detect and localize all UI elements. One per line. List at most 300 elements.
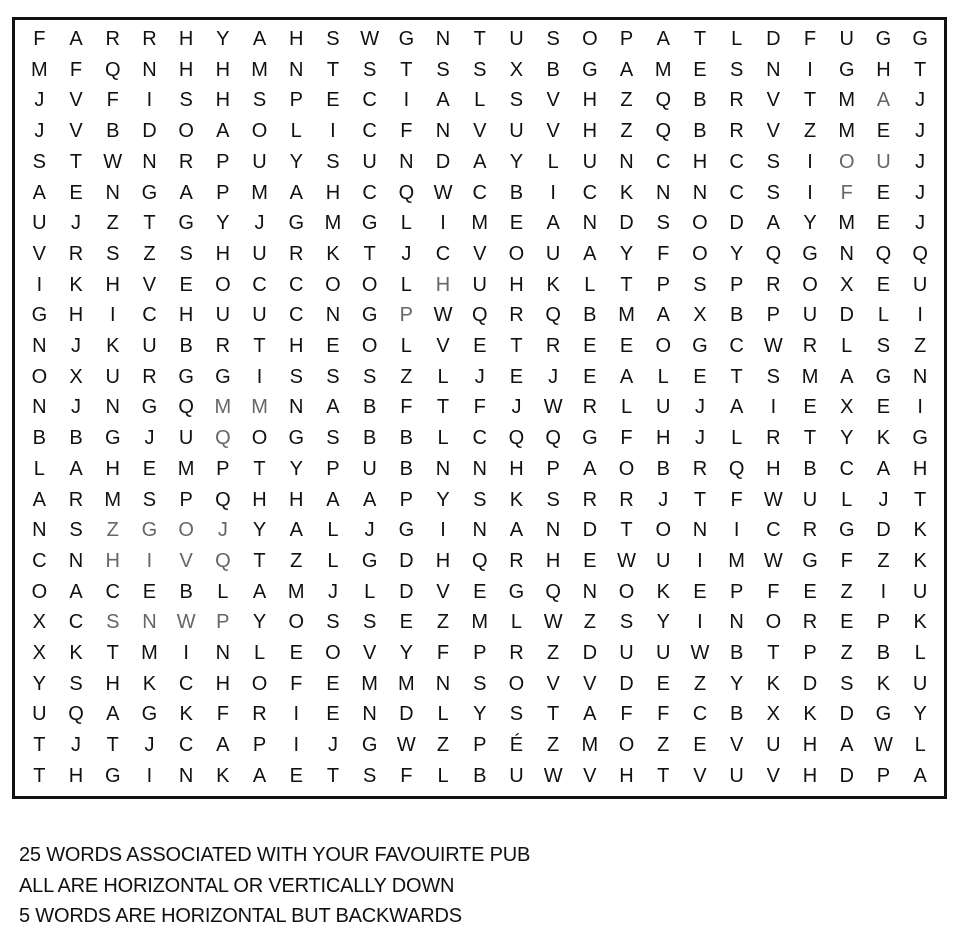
grid-letter: B: [656, 457, 670, 480]
grid-letter: P: [252, 734, 267, 757]
grid-letter: G: [875, 365, 892, 388]
grid-letter: N: [729, 611, 744, 634]
grid-letter: Y: [399, 642, 414, 664]
grid-letter: V: [583, 672, 597, 695]
grid-letter: J: [915, 181, 926, 204]
grid-letter: B: [693, 120, 707, 143]
grid-letter: E: [69, 181, 83, 204]
grid-letter: R: [105, 28, 120, 50]
grid-letter: W: [433, 181, 453, 204]
grid-letter: O: [582, 28, 598, 50]
grid-letter: C: [729, 335, 744, 357]
grid-letter: H: [215, 89, 231, 112]
grid-letter: S: [729, 58, 744, 81]
grid-letter: U: [509, 764, 524, 787]
grid-letter: O: [178, 120, 194, 143]
grid-letter: N: [32, 396, 47, 419]
grid-letter: R: [509, 304, 524, 327]
grid-letter: A: [326, 396, 340, 419]
grid-letter: A: [216, 120, 230, 143]
grid-letter: H: [178, 58, 194, 81]
grid-letter: R: [619, 488, 634, 511]
grid-letter: H: [105, 273, 120, 296]
grid-letter: B: [583, 304, 597, 327]
grid-letter: Z: [106, 519, 119, 542]
grid-letter: P: [179, 488, 193, 511]
grid-letter: Z: [657, 734, 670, 757]
grid-letter: E: [473, 335, 487, 357]
grid-letter: O: [325, 642, 341, 664]
grid-letter: M: [838, 89, 856, 112]
grid-letter: H: [876, 58, 891, 81]
grid-letter: J: [401, 242, 412, 265]
grid-letter: P: [729, 273, 744, 296]
grid-letter: G: [141, 519, 158, 542]
grid-letter: A: [546, 212, 560, 235]
grid-letter: É: [509, 734, 524, 757]
grid-letter: Y: [803, 212, 817, 235]
grid-letter: A: [32, 181, 47, 204]
grid-letter: P: [473, 734, 487, 757]
grid-letter: A: [619, 365, 634, 388]
grid-letter: F: [620, 427, 633, 450]
grid-letter: T: [730, 365, 743, 388]
grid-letter: N: [435, 28, 451, 50]
grid-letter: Q: [912, 242, 928, 265]
grid-letter: M: [141, 642, 158, 664]
grid-letter: J: [915, 120, 926, 143]
grid-letter: G: [875, 28, 892, 50]
grid-letter: M: [214, 396, 232, 419]
grid-letter: G: [361, 734, 378, 757]
grid-letter: N: [912, 365, 928, 388]
grid-letter: S: [362, 365, 377, 388]
grid-letter: B: [473, 764, 487, 787]
grid-letter: M: [324, 212, 342, 235]
grid-letter: K: [69, 642, 83, 664]
grid-letter: A: [729, 396, 744, 419]
grid-letter: T: [620, 273, 633, 296]
grid-letter: L: [400, 335, 412, 357]
grid-letter: A: [216, 734, 230, 757]
grid-letter: U: [105, 365, 120, 388]
instruction-line-1: 25 WORDS ASSOCIATED WITH YOUR FAVOUIRTE PUB: [19, 844, 531, 866]
grid-letter: N: [619, 150, 634, 173]
grid-letter: T: [436, 396, 450, 419]
grid-letter: Z: [840, 642, 853, 664]
grid-letter: R: [729, 120, 744, 143]
grid-letter: S: [252, 89, 267, 112]
grid-letter: P: [216, 150, 230, 173]
grid-letter: G: [178, 365, 194, 388]
instructions: [19, 840, 530, 932]
grid-letter: X: [693, 304, 707, 327]
grid-letter: M: [361, 672, 378, 695]
grid-letter: F: [767, 580, 780, 603]
grid-letter: B: [509, 181, 524, 204]
grid-letter: L: [217, 580, 229, 603]
grid-letter: Z: [436, 734, 450, 757]
grid-letter: Y: [32, 672, 47, 695]
grid-letter: E: [876, 273, 891, 296]
grid-letter: H: [692, 150, 708, 173]
grid-letter: G: [104, 764, 121, 787]
grid-letter: N: [582, 212, 598, 235]
grid-letter: J: [548, 365, 559, 388]
grid-letter: D: [839, 304, 854, 327]
grid-letter: P: [766, 304, 781, 327]
grid-letter: O: [655, 519, 672, 542]
instruction-line-3: 5 WORDS ARE HORIZONTAL BUT BACKWARDS: [19, 905, 462, 927]
grid-letter: B: [729, 703, 744, 726]
grid-letter: Z: [693, 672, 707, 695]
grid-letter: O: [618, 580, 635, 603]
grid-letter: S: [693, 273, 707, 296]
grid-letter: O: [251, 427, 268, 450]
grid-letter: G: [398, 519, 415, 542]
grid-letter: Y: [509, 150, 524, 173]
grid-letter: U: [802, 304, 818, 327]
grid-letter: S: [473, 672, 487, 695]
grid-letter: G: [802, 549, 818, 572]
grid-letter: O: [618, 457, 635, 480]
grid-letter: S: [509, 89, 524, 112]
grid-letter: B: [803, 457, 817, 480]
grid-letter: T: [69, 150, 83, 173]
grid-letter: Y: [252, 611, 267, 634]
grid-letter: L: [327, 549, 339, 572]
grid-letter: H: [802, 764, 818, 787]
grid-letter: L: [437, 703, 449, 726]
grid-letter: M: [801, 365, 819, 388]
grid-letter: E: [326, 335, 340, 357]
grid-letter: C: [839, 457, 854, 480]
grid-letter: A: [840, 734, 854, 757]
grid-letter: T: [106, 734, 119, 757]
grid-letter: V: [766, 89, 781, 112]
grid-letter: M: [287, 580, 305, 603]
grid-letter: J: [327, 580, 338, 603]
grid-letter: U: [766, 734, 781, 757]
grid-letter: V: [766, 120, 781, 143]
grid-letter: R: [289, 242, 304, 265]
grid-letter: C: [656, 150, 671, 173]
grid-letter: S: [656, 212, 670, 235]
grid-letter: M: [251, 396, 268, 419]
grid-letter: B: [179, 580, 193, 603]
grid-letter: G: [178, 212, 194, 235]
grid-letter: A: [252, 580, 267, 603]
grid-letter: U: [252, 304, 267, 327]
grid-letter: H: [215, 242, 231, 265]
grid-letter: W: [617, 549, 636, 572]
grid-letter: P: [399, 304, 414, 327]
grid-letter: R: [582, 488, 598, 511]
grid-letter: Q: [545, 304, 561, 327]
grid-letter: R: [729, 89, 744, 112]
grid-letter: N: [68, 549, 84, 572]
grid-letter: D: [582, 519, 598, 542]
grid-letter: Q: [508, 427, 525, 450]
grid-letter: H: [509, 273, 524, 296]
grid-letter: E: [509, 212, 524, 235]
grid-letter: K: [913, 611, 927, 634]
grid-letter: Y: [252, 519, 267, 542]
grid-letter: V: [546, 672, 560, 695]
grid-letter: R: [509, 642, 524, 664]
grid-letter: U: [582, 150, 598, 173]
grid-letter: V: [142, 273, 157, 296]
grid-letter: M: [31, 58, 48, 81]
grid-letter: D: [729, 212, 744, 235]
grid-letter: B: [179, 335, 193, 357]
grid-letter: A: [32, 488, 47, 511]
grid-letter: Z: [436, 611, 450, 634]
grid-letter: B: [362, 396, 377, 419]
grid-letter: E: [179, 273, 193, 296]
grid-letter: K: [656, 580, 670, 603]
grid-letter: U: [178, 427, 194, 450]
grid-letter: B: [729, 642, 744, 664]
grid-letter: L: [437, 427, 449, 450]
grid-letter: Y: [729, 242, 744, 265]
grid-letter: J: [34, 120, 45, 143]
instruction-line-2: ALL ARE HORIZONTAL OR VERTICALLY DOWN: [19, 874, 455, 897]
grid-letter: T: [657, 764, 670, 787]
grid-letter: W: [690, 642, 710, 664]
grid-letter: T: [363, 242, 376, 265]
grid-letter: S: [106, 242, 120, 265]
grid-letter: H: [105, 457, 120, 480]
grid-letter: N: [839, 242, 854, 265]
grid-letter: J: [71, 212, 82, 235]
grid-letter: A: [876, 457, 891, 480]
grid-letter: J: [658, 488, 669, 511]
grid-letter: R: [215, 335, 231, 357]
grid-letter: F: [33, 28, 46, 50]
grid-letter: B: [876, 642, 891, 664]
grid-letter: H: [545, 549, 561, 572]
grid-letter: X: [32, 642, 47, 664]
grid-letter: A: [766, 212, 781, 235]
grid-letter: K: [106, 335, 120, 357]
grid-letter: L: [327, 519, 339, 542]
grid-letter: H: [435, 273, 451, 296]
grid-letter: H: [325, 181, 341, 204]
grid-letter: I: [807, 58, 813, 81]
grid-letter: L: [731, 427, 743, 450]
grid-letter: U: [545, 242, 561, 265]
grid-letter: Q: [655, 120, 672, 143]
grid-letter: Q: [471, 549, 488, 572]
grid-letter: A: [436, 89, 450, 112]
grid-letter: D: [619, 672, 634, 695]
grid-letter: K: [766, 672, 781, 695]
grid-letter: H: [252, 488, 267, 511]
grid-letter: N: [32, 519, 47, 542]
grid-letter: L: [33, 457, 45, 480]
grid-letter: Q: [545, 427, 561, 450]
grid-letter: U: [32, 212, 47, 235]
grid-letter: C: [362, 181, 377, 204]
grid-letter: G: [31, 304, 48, 327]
grid-letter: R: [545, 335, 561, 357]
grid-letter: C: [729, 150, 744, 173]
grid-letter: Q: [728, 457, 745, 480]
grid-letter: S: [179, 89, 193, 112]
grid-letter: E: [803, 580, 817, 603]
grid-letter: C: [178, 672, 194, 695]
grid-letter: D: [399, 580, 414, 603]
grid-letter: A: [583, 242, 597, 265]
grid-letter: I: [440, 519, 446, 542]
grid-letter: E: [840, 611, 854, 634]
grid-letter: V: [546, 89, 560, 112]
grid-letter: L: [914, 642, 926, 664]
grid-letter: V: [546, 120, 560, 143]
grid-letter: K: [216, 764, 230, 787]
grid-letter: I: [697, 611, 703, 634]
grid-letter: T: [693, 488, 707, 511]
grid-letter: U: [912, 672, 928, 695]
grid-letter: W: [763, 549, 783, 572]
grid-letter: H: [105, 672, 120, 695]
grid-letter: C: [472, 427, 487, 450]
grid-letter: C: [435, 242, 451, 265]
grid-letter: S: [326, 150, 340, 173]
grid-letter: S: [473, 488, 487, 511]
grid-letter: V: [69, 89, 83, 112]
grid-letter: S: [876, 335, 891, 357]
grid-letter: H: [509, 457, 524, 480]
grid-letter: P: [546, 457, 560, 480]
grid-letter: T: [510, 335, 523, 357]
grid-letter: R: [692, 457, 708, 480]
grid-letter: Z: [583, 611, 596, 634]
grid-letter: D: [876, 519, 891, 542]
grid-letter: G: [104, 427, 121, 450]
grid-letter: W: [176, 611, 196, 634]
grid-letter: N: [325, 304, 341, 327]
grid-letter: E: [803, 396, 817, 419]
grid-letter: R: [178, 150, 194, 173]
grid-letter: M: [398, 672, 415, 695]
grid-letter: L: [290, 120, 302, 143]
grid-letter: D: [766, 28, 781, 50]
grid-letter: N: [289, 58, 304, 81]
grid-letter: J: [254, 212, 265, 235]
grid-letter: Z: [400, 365, 413, 388]
grid-letter: R: [509, 549, 524, 572]
grid-letter: F: [620, 703, 633, 726]
grid-letter: O: [692, 212, 708, 235]
grid-letter: G: [288, 427, 305, 450]
grid-letter: L: [364, 580, 376, 603]
grid-letter: D: [582, 642, 598, 664]
grid-letter: O: [325, 273, 341, 296]
grid-letter: E: [509, 365, 524, 388]
grid-letter: P: [619, 28, 634, 50]
grid-letter: H: [215, 672, 231, 695]
grid-letter: M: [838, 120, 856, 143]
grid-letter: N: [656, 181, 671, 204]
grid-letter: T: [253, 335, 266, 357]
grid-letter: F: [290, 672, 303, 695]
grid-letter: F: [400, 120, 413, 143]
grid-letter: F: [216, 703, 229, 726]
grid-letter: F: [473, 396, 486, 419]
word-search-frame: [12, 17, 947, 799]
grid-letter: I: [807, 150, 813, 173]
grid-letter: N: [472, 457, 487, 480]
grid-letter: A: [69, 580, 83, 603]
grid-letter: J: [915, 150, 926, 173]
grid-letter: U: [142, 335, 157, 357]
grid-letter: U: [362, 457, 377, 480]
grid-letter: G: [215, 365, 231, 388]
grid-letter: Q: [655, 89, 672, 112]
grid-letter: B: [32, 427, 47, 450]
grid-letter: L: [437, 764, 449, 787]
grid-letter: B: [693, 89, 707, 112]
grid-letter: I: [807, 181, 813, 204]
grid-letter: A: [619, 58, 634, 81]
grid-letter: U: [912, 580, 928, 603]
grid-letter: K: [913, 519, 927, 542]
grid-letter: U: [656, 549, 671, 572]
grid-letter: S: [362, 764, 377, 787]
grid-letter: T: [143, 212, 156, 235]
grid-letter: D: [142, 120, 157, 143]
grid-letter: V: [179, 549, 193, 572]
grid-letter: A: [473, 150, 487, 173]
grid-letter: N: [692, 519, 708, 542]
grid-letter: J: [474, 365, 485, 388]
grid-letter: Q: [875, 242, 892, 265]
grid-letter: F: [730, 488, 743, 511]
grid-letter: Q: [215, 549, 231, 572]
grid-letter: T: [547, 703, 560, 726]
grid-letter: R: [802, 519, 818, 542]
grid-letter: G: [582, 427, 598, 450]
grid-letter: O: [802, 273, 818, 296]
grid-letter: Z: [143, 242, 156, 265]
grid-letter: V: [693, 764, 707, 787]
grid-letter: E: [289, 642, 303, 664]
grid-letter: T: [326, 764, 340, 787]
grid-letter: G: [582, 58, 598, 81]
grid-letter: U: [912, 273, 928, 296]
grid-letter: Q: [398, 181, 415, 204]
grid-letter: D: [435, 150, 451, 173]
grid-letter: Z: [106, 212, 119, 235]
grid-letter: G: [838, 58, 855, 81]
grid-letter: O: [838, 150, 855, 173]
grid-letter: Y: [840, 427, 854, 450]
grid-letter: N: [215, 642, 231, 664]
grid-letter: J: [915, 212, 926, 235]
grid-letter: V: [436, 580, 450, 603]
grid-letter: T: [400, 58, 413, 81]
grid-letter: A: [69, 457, 83, 480]
grid-letter: I: [183, 642, 189, 664]
grid-letter: O: [31, 580, 48, 603]
grid-letter: G: [141, 181, 158, 204]
grid-letter: N: [435, 672, 451, 695]
grid-letter: J: [915, 89, 926, 112]
grid-letter: I: [770, 396, 777, 419]
grid-letter: M: [104, 488, 122, 511]
